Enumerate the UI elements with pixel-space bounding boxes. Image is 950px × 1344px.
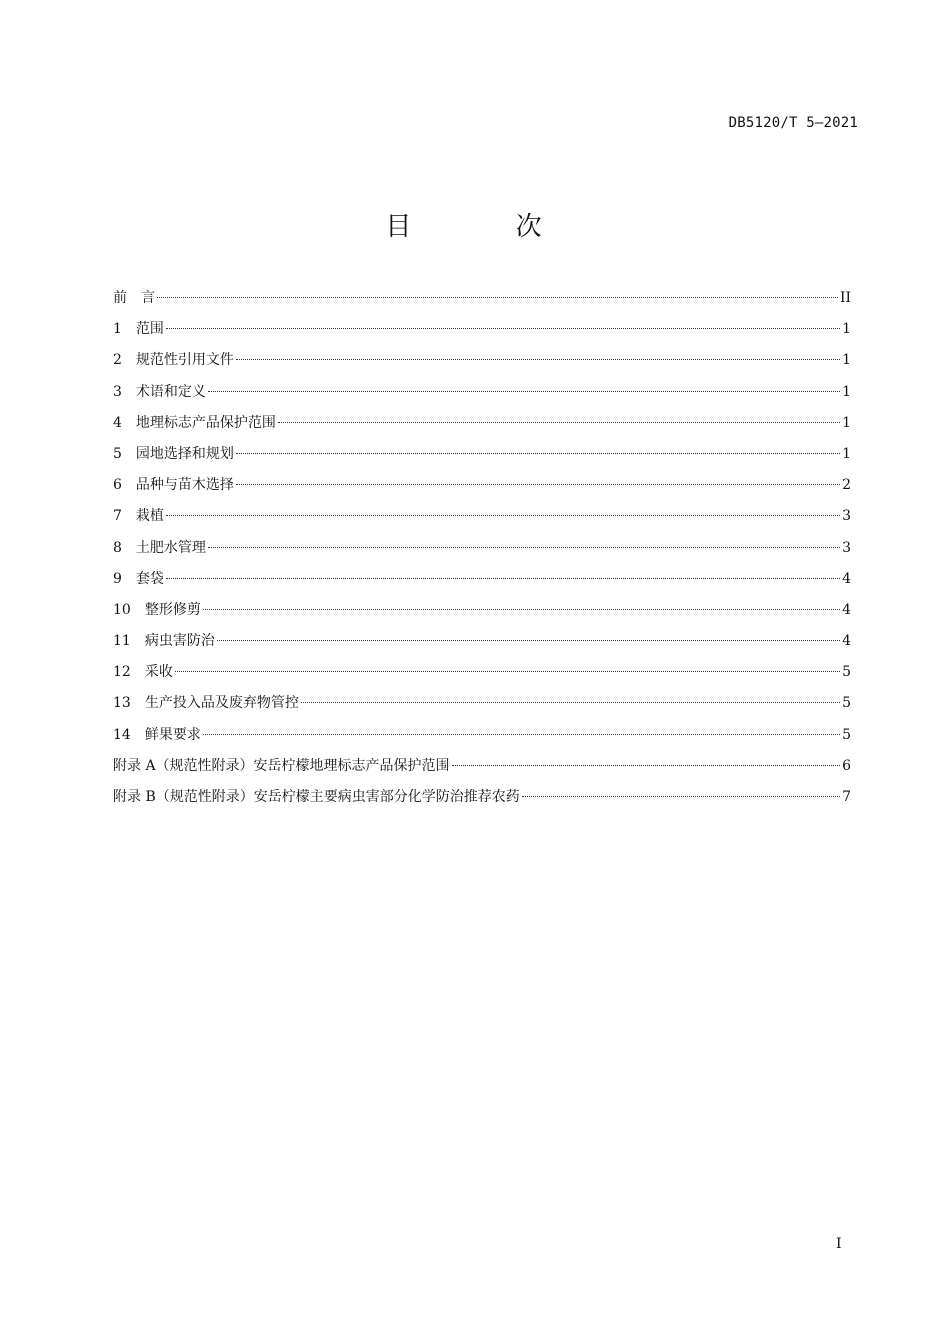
toc-entry-8[interactable] (113, 533, 851, 564)
toc-entry-page: 4 (842, 601, 851, 618)
toc-entry-page: 1 (842, 383, 851, 400)
table-of-contents (113, 283, 851, 813)
toc-entry-12[interactable] (113, 657, 851, 688)
toc-entry-4[interactable] (113, 408, 851, 439)
dot-leader (236, 359, 840, 360)
toc-entry-number: 14 (113, 726, 145, 743)
page-number: I (836, 1236, 842, 1252)
toc-entry-page: 5 (842, 726, 851, 743)
toc-entry-label: 整形修剪 (144, 601, 201, 618)
toc-entry-2[interactable] (113, 345, 851, 376)
toc-entry-5[interactable] (113, 439, 851, 470)
dot-leader (236, 453, 840, 454)
toc-entry-page: 3 (842, 539, 851, 556)
toc-entry-label: 套袋 (135, 570, 164, 587)
toc-entry-page: 1 (842, 445, 851, 462)
toc-entry-label: 范围 (135, 321, 164, 338)
dot-leader (175, 671, 840, 672)
toc-entry-page: II (839, 290, 851, 306)
toc-entry-14[interactable] (113, 720, 851, 751)
dot-leader (217, 640, 840, 641)
toc-entry-number: 5 (113, 445, 136, 462)
toc-entry-appendix-a[interactable] (113, 751, 851, 782)
page-title: 目 次 (385, 212, 590, 242)
toc-entry-number: 1 (113, 321, 136, 338)
toc-entry-page: 4 (842, 570, 851, 587)
toc-entry-page: 2 (842, 477, 851, 494)
toc-entry-number: 7 (113, 508, 136, 525)
dot-leader (522, 796, 840, 797)
toc-entry-page: 1 (842, 321, 851, 338)
toc-entry-number: 2 (113, 352, 136, 369)
toc-entry-label: 病虫害防治 (144, 633, 215, 650)
toc-entry-label: 术语和定义 (135, 383, 206, 400)
toc-entry-number: 13 (113, 695, 145, 712)
dot-leader (203, 609, 840, 610)
toc-entry-page: 4 (842, 633, 851, 650)
toc-entry-page: 3 (842, 508, 851, 525)
dot-leader (278, 422, 840, 423)
dot-leader (166, 578, 840, 579)
toc-entry-6[interactable] (113, 470, 851, 501)
toc-entry-number: 6 (113, 477, 136, 494)
toc-entry-9[interactable] (113, 564, 851, 595)
toc-entry-1[interactable] (113, 314, 851, 345)
toc-entry-page: 6 (842, 757, 851, 774)
toc-entry-label: 园地选择和规划 (135, 445, 234, 462)
toc-entry-appendix-b[interactable] (113, 782, 851, 813)
toc-entry-number: 10 (113, 601, 145, 618)
toc-entry-number: 4 (113, 414, 136, 431)
toc-entry-number: 11 (113, 633, 145, 650)
toc-entry-label: 鲜果要求 (144, 726, 201, 743)
dot-leader (452, 765, 841, 766)
toc-entry-label: 地理标志产品保护范围 (135, 414, 276, 431)
dot-leader (301, 702, 840, 703)
dot-leader (166, 515, 840, 516)
toc-entry-page: 1 (842, 414, 851, 431)
toc-entry-number: 8 (113, 539, 136, 556)
toc-entry-page: 5 (842, 695, 851, 712)
toc-entry-label: 前 言 (113, 290, 155, 306)
toc-entry-foreword[interactable] (113, 283, 851, 314)
toc-entry-page: 5 (842, 664, 851, 681)
toc-entry-label: 土肥水管理 (135, 539, 206, 556)
toc-entry-3[interactable] (113, 377, 851, 408)
document-code: DB5120/T 5—2021 (728, 115, 858, 131)
toc-entry-13[interactable] (113, 688, 851, 719)
dot-leader (236, 484, 840, 485)
dot-leader (208, 547, 840, 548)
toc-entry-number: 9 (113, 570, 136, 587)
toc-entry-10[interactable] (113, 595, 851, 626)
toc-entry-number: 3 (113, 383, 136, 400)
toc-entry-label: 采收 (144, 664, 173, 681)
toc-entry-label: 附录 B（规范性附录）安岳柠檬主要病虫害部分化学防治推荐农药 (113, 789, 520, 805)
toc-entry-page: 7 (842, 789, 851, 805)
toc-entry-label: 附录 A（规范性附录）安岳柠檬地理标志产品保护范围 (113, 757, 450, 774)
toc-entry-number: 12 (113, 664, 145, 681)
dot-leader (203, 734, 840, 735)
toc-entry-11[interactable] (113, 626, 851, 657)
toc-entry-label: 品种与苗木选择 (135, 477, 234, 494)
toc-entry-label: 规范性引用文件 (135, 352, 234, 369)
dot-leader (157, 297, 838, 298)
toc-entry-label: 栽植 (135, 508, 164, 525)
dot-leader (166, 328, 840, 329)
toc-entry-page: 1 (842, 352, 851, 369)
toc-entry-7[interactable] (113, 501, 851, 532)
toc-entry-label: 生产投入品及废弃物管控 (144, 695, 299, 712)
dot-leader (208, 391, 840, 392)
